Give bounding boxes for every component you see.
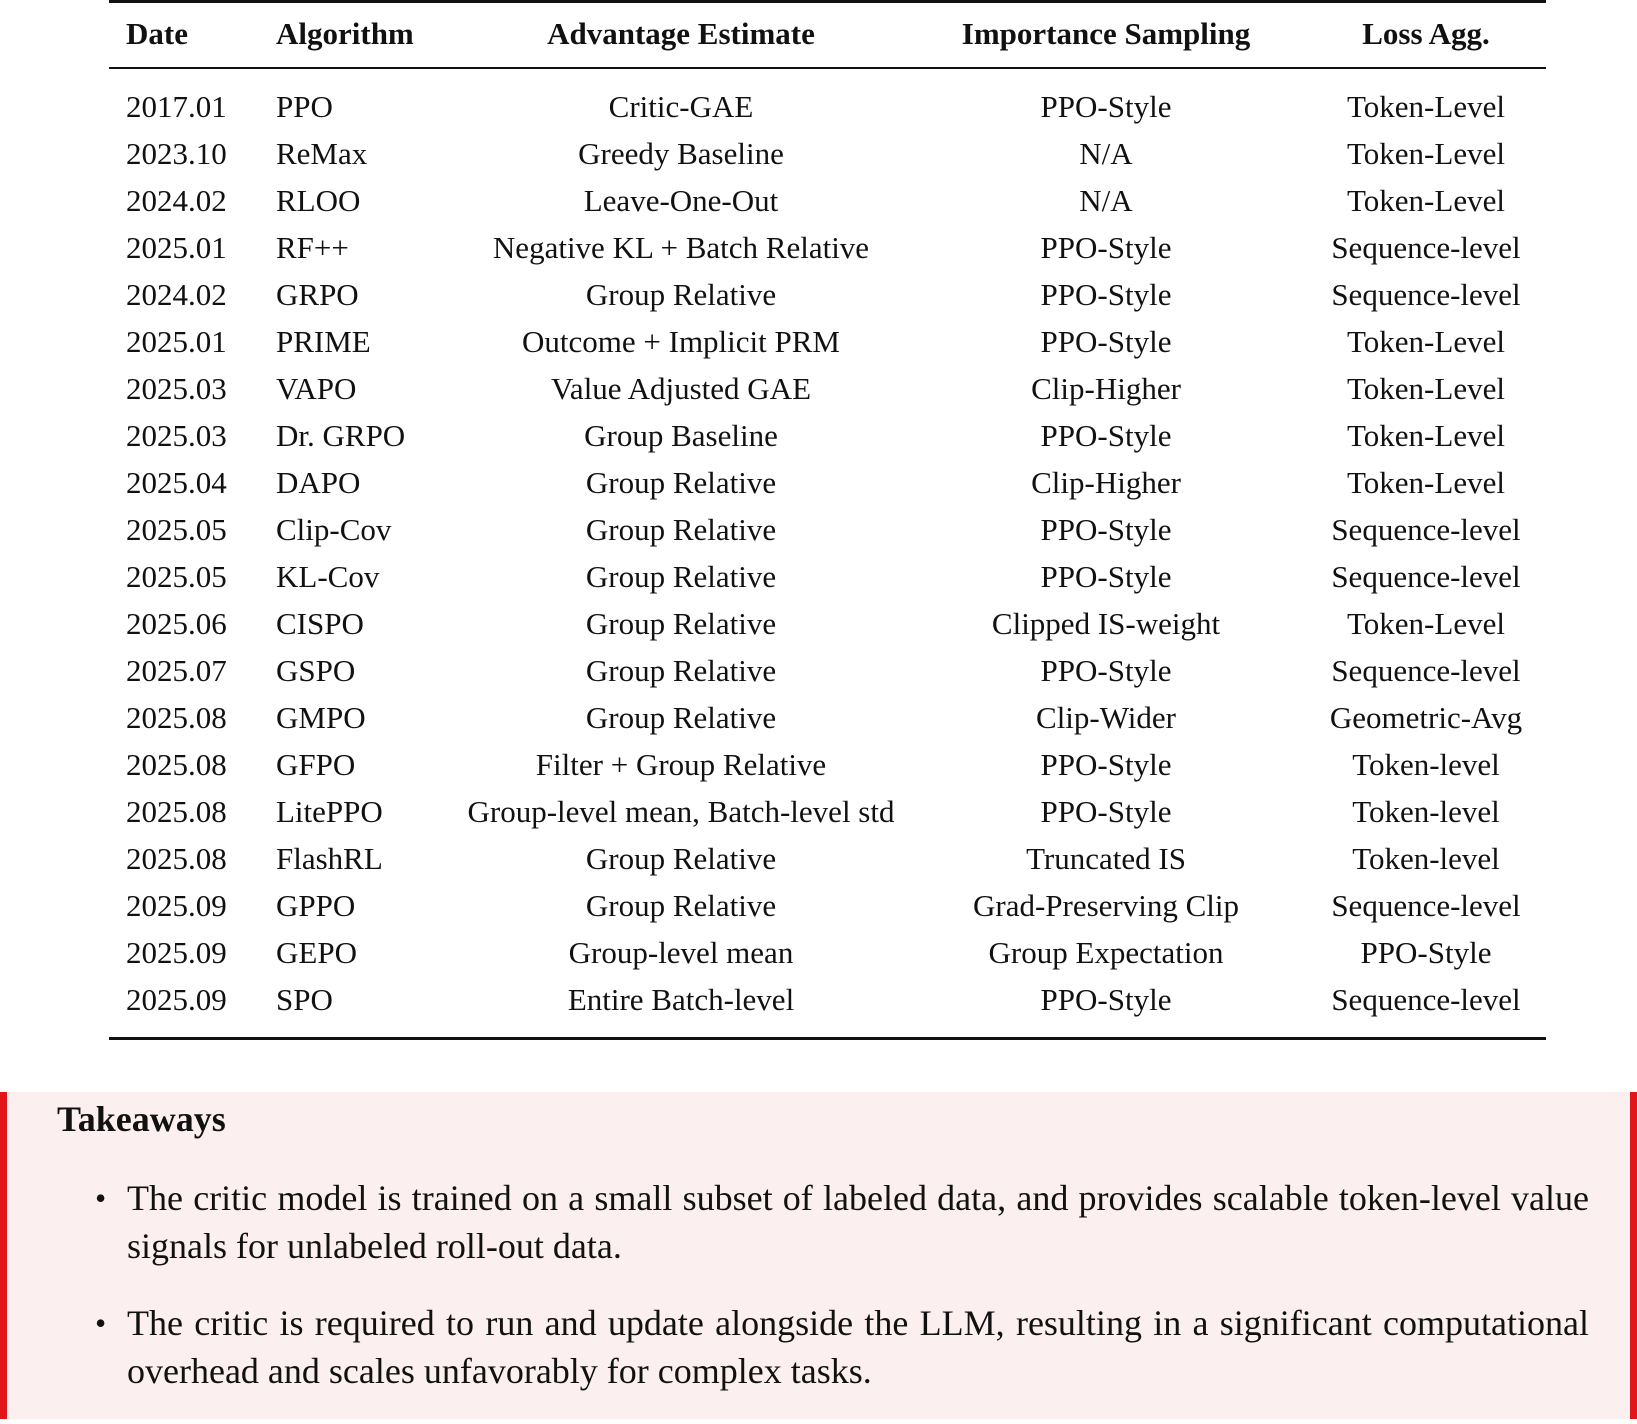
takeaway-text: The critic is required to run and update alongside the LLM, resulting in a significant computational overhead and scales unfavorably for complex tasks. bbox=[127, 1303, 1589, 1391]
cell-advantage-estimate: Group Relative bbox=[585, 652, 777, 688]
cell-advantage-estimate: Group-level mean, Batch-level std bbox=[467, 793, 895, 829]
cell-date: 2025.05 bbox=[126, 511, 227, 547]
cell-date: 2025.03 bbox=[126, 417, 227, 453]
cell-algorithm: LitePPO bbox=[276, 793, 383, 829]
bullet-icon: • bbox=[95, 1180, 107, 1216]
cell-loss-agg: Geometric-Avg bbox=[1329, 699, 1523, 735]
cell-date: 2025.09 bbox=[126, 887, 227, 923]
cell-algorithm: GFPO bbox=[276, 746, 356, 782]
cell-loss-agg: Token-level bbox=[1352, 840, 1500, 876]
table-row bbox=[109, 412, 1546, 459]
cell-date: 2025.09 bbox=[126, 981, 227, 1017]
cell-advantage-estimate: Entire Batch-level bbox=[567, 981, 795, 1017]
cell-loss-agg: Token-Level bbox=[1347, 182, 1505, 218]
cell-advantage-estimate: Group Baseline bbox=[584, 417, 778, 453]
cell-importance-sampling: N/A bbox=[1079, 135, 1133, 171]
cell-importance-sampling: PPO-Style bbox=[1040, 276, 1172, 312]
cell-importance-sampling: PPO-Style bbox=[1040, 229, 1172, 265]
cell-date: 2025.08 bbox=[126, 746, 227, 782]
cell-algorithm: Dr. GRPO bbox=[276, 417, 406, 453]
cell-advantage-estimate: Group Relative bbox=[585, 464, 777, 500]
table-row bbox=[109, 130, 1546, 177]
cell-advantage-estimate: Group Relative bbox=[585, 511, 777, 547]
cell-advantage-estimate: Filter + Group Relative bbox=[535, 746, 827, 782]
cell-loss-agg: Sequence-level bbox=[1331, 652, 1521, 688]
cell-loss-agg: Sequence-level bbox=[1331, 276, 1521, 312]
cell-date: 2025.08 bbox=[126, 793, 227, 829]
takeaways-title: Takeaways bbox=[57, 1099, 226, 1139]
cell-advantage-estimate: Group-level mean bbox=[568, 934, 794, 970]
cell-algorithm: VAPO bbox=[276, 370, 357, 406]
cell-algorithm: ReMax bbox=[276, 135, 368, 171]
table-row bbox=[109, 224, 1546, 271]
cell-advantage-estimate: Value Adjusted GAE bbox=[550, 370, 812, 406]
cell-loss-agg: Token-Level bbox=[1347, 605, 1505, 641]
table-row bbox=[109, 788, 1546, 835]
cell-importance-sampling: PPO-Style bbox=[1040, 88, 1172, 124]
cell-advantage-estimate: Group Relative bbox=[585, 276, 777, 312]
cell-date: 2024.02 bbox=[126, 182, 227, 218]
cell-importance-sampling: Grad-Preserving Clip bbox=[972, 887, 1240, 923]
header-row bbox=[109, 2, 1546, 69]
cell-date: 2025.05 bbox=[126, 558, 227, 594]
cell-loss-agg: Token-Level bbox=[1347, 323, 1505, 359]
cell-importance-sampling: Truncated IS bbox=[1026, 840, 1186, 876]
cell-date: 2023.10 bbox=[126, 135, 227, 171]
table-row bbox=[109, 459, 1546, 506]
table-row bbox=[109, 365, 1546, 412]
cell-loss-agg: Token-level bbox=[1352, 793, 1500, 829]
cell-algorithm: RF++ bbox=[276, 229, 349, 265]
cell-importance-sampling: Clipped IS-weight bbox=[991, 605, 1221, 641]
cell-loss-agg: Sequence-level bbox=[1331, 229, 1521, 265]
cell-algorithm: CISPO bbox=[276, 605, 364, 641]
cell-importance-sampling: Clip-Wider bbox=[1036, 699, 1176, 735]
cell-advantage-estimate: Outcome + Implicit PRM bbox=[522, 323, 840, 359]
cell-algorithm: PPO bbox=[276, 88, 333, 124]
table-body bbox=[109, 68, 1546, 1039]
cell-advantage-estimate: Greedy Baseline bbox=[578, 135, 784, 171]
cell-date: 2025.08 bbox=[126, 840, 227, 876]
cell-date: 2025.09 bbox=[126, 934, 227, 970]
cell-importance-sampling: PPO-Style bbox=[1040, 746, 1172, 782]
cell-algorithm: GMPO bbox=[276, 699, 366, 735]
cell-importance-sampling: N/A bbox=[1079, 182, 1133, 218]
cell-loss-agg: Sequence-level bbox=[1331, 887, 1521, 923]
cell-importance-sampling: Clip-Higher bbox=[1031, 370, 1181, 406]
cell-importance-sampling: PPO-Style bbox=[1040, 981, 1172, 1017]
cell-date: 2025.07 bbox=[126, 652, 227, 688]
takeaway-item bbox=[7, 1174, 1637, 1270]
bullet-icon: • bbox=[95, 1305, 107, 1341]
cell-advantage-estimate: Critic-GAE bbox=[608, 88, 754, 124]
cell-importance-sampling: PPO-Style bbox=[1040, 793, 1172, 829]
cell-algorithm: Clip-Cov bbox=[276, 511, 392, 547]
cell-loss-agg: Token-Level bbox=[1347, 417, 1505, 453]
table-row bbox=[109, 694, 1546, 741]
cell-loss-agg: Sequence-level bbox=[1331, 981, 1521, 1017]
cell-algorithm: GPPO bbox=[276, 887, 356, 923]
cell-algorithm: FlashRL bbox=[276, 840, 383, 876]
cell-loss-agg: PPO-Style bbox=[1360, 934, 1492, 970]
cell-date: 2025.03 bbox=[126, 370, 227, 406]
cell-loss-agg: Token-Level bbox=[1347, 370, 1505, 406]
cell-loss-agg: Sequence-level bbox=[1331, 511, 1521, 547]
cell-date: 2025.04 bbox=[126, 464, 227, 500]
header-importance-sampling: Importance Sampling bbox=[961, 16, 1251, 51]
header-algorithm: Algorithm bbox=[276, 16, 414, 51]
table-row bbox=[109, 553, 1546, 600]
table-row bbox=[109, 506, 1546, 553]
takeaway-item bbox=[7, 1299, 1637, 1395]
table-row bbox=[109, 741, 1546, 788]
cell-importance-sampling: PPO-Style bbox=[1040, 511, 1172, 547]
cell-date: 2025.01 bbox=[126, 323, 227, 359]
table-row bbox=[109, 68, 1546, 130]
cell-algorithm: RLOO bbox=[276, 182, 361, 218]
cell-loss-agg: Token-Level bbox=[1347, 464, 1505, 500]
header-advantage-estimate: Advantage Estimate bbox=[547, 16, 815, 51]
cell-importance-sampling: PPO-Style bbox=[1040, 323, 1172, 359]
cell-loss-agg: Token-level bbox=[1352, 746, 1500, 782]
cell-date: 2025.06 bbox=[126, 605, 227, 641]
table-row bbox=[109, 600, 1546, 647]
cell-algorithm: KL-Cov bbox=[276, 558, 380, 594]
cell-date: 2025.01 bbox=[126, 229, 227, 265]
cell-loss-agg: Token-Level bbox=[1347, 135, 1505, 171]
takeaways-box bbox=[0, 1092, 1637, 1419]
cell-loss-agg: Token-Level bbox=[1347, 88, 1505, 124]
table-row bbox=[109, 318, 1546, 365]
cell-advantage-estimate: Group Relative bbox=[585, 699, 777, 735]
cell-importance-sampling: PPO-Style bbox=[1040, 558, 1172, 594]
header-loss-agg: Loss Agg. bbox=[1362, 16, 1490, 51]
cell-algorithm: GSPO bbox=[276, 652, 356, 688]
cell-importance-sampling: Clip-Higher bbox=[1031, 464, 1181, 500]
algorithm-comparison-table-container bbox=[109, 0, 1529, 1040]
cell-date: 2024.02 bbox=[126, 276, 227, 312]
table-row bbox=[109, 271, 1546, 318]
header-date: Date bbox=[126, 16, 188, 51]
cell-advantage-estimate: Group Relative bbox=[585, 558, 777, 594]
cell-importance-sampling: PPO-Style bbox=[1040, 417, 1172, 453]
cell-algorithm: DAPO bbox=[276, 464, 361, 500]
table-row bbox=[109, 929, 1546, 976]
cell-advantage-estimate: Group Relative bbox=[585, 887, 777, 923]
table-row bbox=[109, 882, 1546, 929]
cell-algorithm: GEPO bbox=[276, 934, 357, 970]
cell-advantage-estimate: Group Relative bbox=[585, 840, 777, 876]
cell-advantage-estimate: Group Relative bbox=[585, 605, 777, 641]
cell-algorithm: SPO bbox=[276, 981, 333, 1017]
table-row bbox=[109, 835, 1546, 882]
cell-importance-sampling: Group Expectation bbox=[988, 934, 1224, 970]
cell-algorithm: GRPO bbox=[276, 276, 359, 312]
table-row bbox=[109, 647, 1546, 694]
algorithm-comparison-table bbox=[109, 0, 1546, 1040]
takeaway-text: The critic model is trained on a small subset of labeled data, and provides scalable token-level value signals for unlabeled roll-out data. bbox=[127, 1178, 1589, 1266]
cell-algorithm: PRIME bbox=[276, 323, 371, 359]
cell-advantage-estimate: Leave-One-Out bbox=[583, 182, 779, 218]
cell-advantage-estimate: Negative KL + Batch Relative bbox=[492, 229, 870, 265]
cell-date: 2017.01 bbox=[126, 88, 227, 124]
table-row bbox=[109, 177, 1546, 224]
cell-loss-agg: Sequence-level bbox=[1331, 558, 1521, 594]
takeaways-list bbox=[7, 1174, 1637, 1424]
table-header bbox=[109, 2, 1546, 69]
cell-importance-sampling: PPO-Style bbox=[1040, 652, 1172, 688]
table-row bbox=[109, 976, 1546, 1039]
cell-date: 2025.08 bbox=[126, 699, 227, 735]
